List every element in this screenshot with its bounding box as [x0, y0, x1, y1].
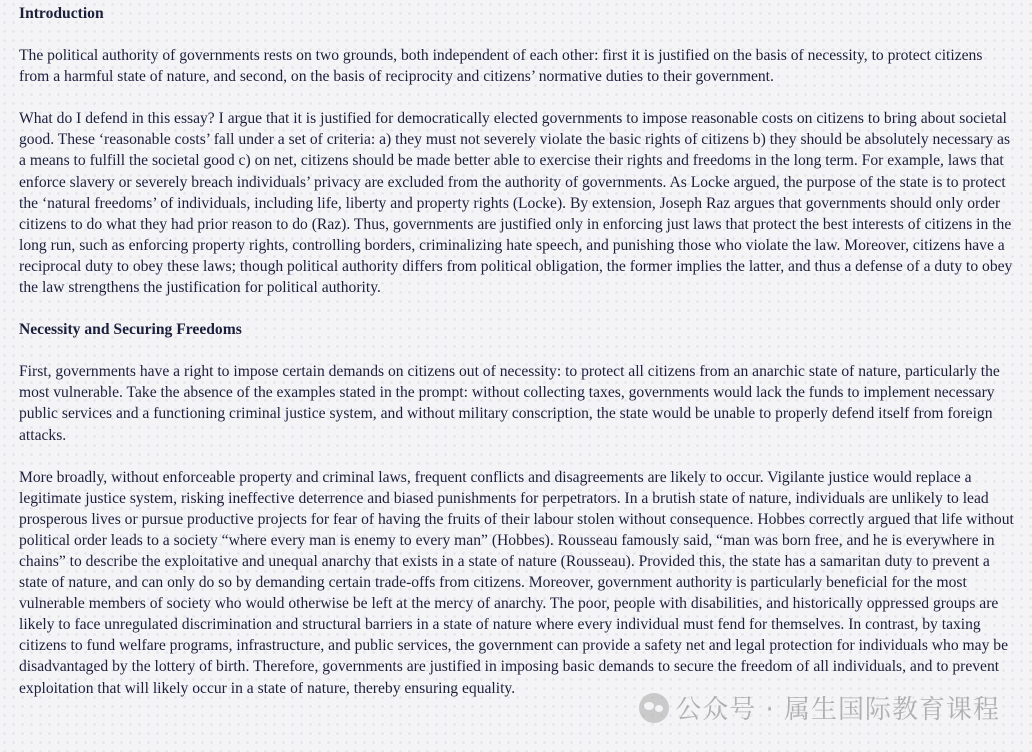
section-heading-introduction: Introduction — [19, 5, 104, 22]
paragraph: What do I defend in this essay? I argue that it is justified for democratically elected governments to impose reasonable costs on citizens to bring about societal good. These ‘reasonable costs’ fall under a set of criteria: a) they must not severely violate the basic rights of citizens b) they should be absolutely necessary as a means to fulfill the societal good c) on net, citizens should be made better able to exercise their rights and freedoms in the long term. For example, laws that enforce slavery or severely breach individuals’ privacy are excluded from the authority of governments. As Locke argued, the purpose of the state is to protect the ‘natural freedoms’ of individuals, including life, liberty and property rights (Locke). By extension, Joseph Raz argues that governments should only order citizens to do what they had prior reason to do (Raz). Thus, governments are justified only in enforcing just laws that protect the best interests of citizens in the long run, such as enforcing property rights, controlling borders, criminalizing hate speech, and punishing those who violate the law. Moreover, citizens have a reciprocal duty to obey these laws; though political authority differs from political obligation, the former implies the latter, and thus a defense of a duty to obey the law strengthens the justification for political authority. — [19, 110, 1013, 297]
paragraph: First, governments have a right to impose certain demands on citizens out of necessity: to protect all citizens from an anarchic state of nature, particularly the most vulnerable. Take the absence of the examples stated in the prompt: without collecting taxes, governments would lack the funds to implement necessary public services and a functioning criminal justice system, and without military conscription, the state would be unable to properly defend itself from foreign attacks. — [19, 363, 1000, 444]
section-heading-necessity: Necessity and Securing Freedoms — [19, 321, 242, 339]
paragraph: The political authority of governments rests on two grounds, both independent of each other: first it is justified on the basis of necessity, to protect citizens from a harmful state of nature, and second, on the basis of reciprocity and citizens’ normative duties to their government. — [19, 47, 983, 86]
watermark-text: 公众号 · 属生国际教育课程 — [675, 695, 1000, 725]
essay-document — [19, 3, 1015, 720]
paragraph: More broadly, without enforceable property and criminal laws, frequent conflicts and disagreements are likely to occur. Vigilante justice would replace a legitimate justice system, risking ineffective deterrence and biased punishments for perpetrators. In a brutish state of nature, individuals are unlikely to lead prosperous lives or pursue productive projects for fear of having the fruits of their labour stolen without consequence. Hobbes correctly argued that life without political order leads to a society “where every man is enemy to every man” (Hobbes). Rousseau famously said, “man was born free, and he is everywhere in chains” to describe the exploitative and unequal anarchy that exists in a state of nature (Rousseau). Provided this, the state has a samaritan duty to prevent a state of nature, and can only do so by demanding certain trade-offs from citizens. Moreover, government authority is particularly beneficial for the most vulnerable members of society who would otherwise be left at the mercy of anarchy. The poor, people with disabilities, and historically oppressed groups are likely to face unregulated discrimination and structural barriers in a state of nature where every individual must fend for themselves. In contrast, by taxing citizens to fund welfare programs, infrastructure, and public services, the government can provide a safety net and legal protection for individuals who may be disadvantaged by the lottery of birth. Therefore, governments are justified in imposing basic demands to secure the freedom of all individuals, and to prevent exploitation that will likely occur in a state of nature, thereby ensuring equality. — [19, 468, 1014, 697]
